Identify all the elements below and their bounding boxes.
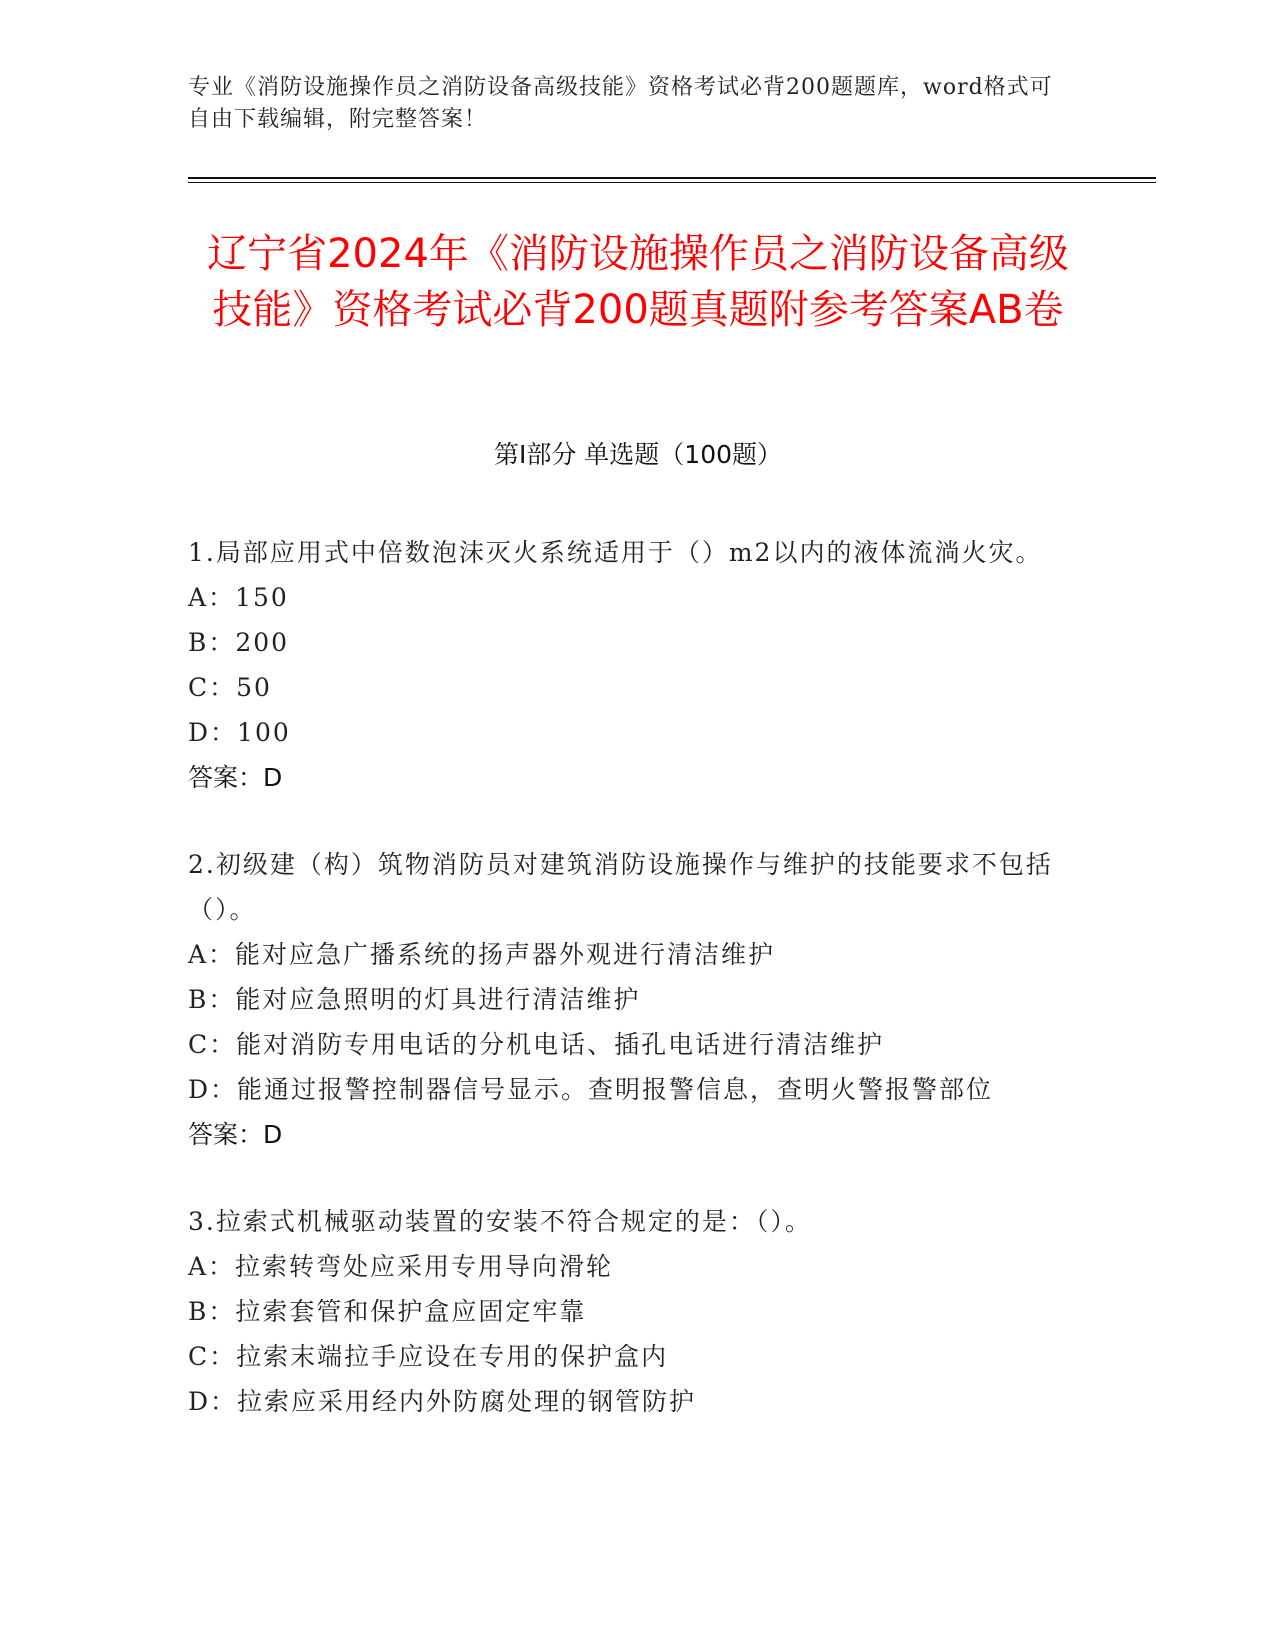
- option-a: A：能对应急广播系统的扬声器外观进行清洁维护: [188, 940, 776, 969]
- question-list: [188, 530, 1068, 1466]
- option-c: C：拉索末端拉手应设在专用的保护盒内: [188, 1342, 669, 1371]
- document-title: 辽宁省2024年《消防设施操作员之消防设备高级技能》资格考试必背200题真题附参考答案AB卷: [207, 231, 1069, 333]
- option-d: D：拉索应采用经内外防腐处理的钢管防护: [188, 1387, 697, 1416]
- option-b: B：能对应急照明的灯具进行清洁维护: [188, 985, 641, 1014]
- section-heading: 第Ⅰ部分 单选题（100题）: [493, 440, 783, 469]
- question-stem: 3.拉索式机械驱动装置的安装不符合规定的是：（）。: [188, 1207, 812, 1236]
- option-b: B：200: [188, 628, 290, 657]
- answer-line: 答案：D: [188, 1120, 283, 1149]
- option-a: A：拉索转弯处应采用专用导向滑轮: [188, 1252, 614, 1281]
- header-note: 专业《消防设施操作员之消防设备高级技能》资格考试必背200题题库，word格式可自由下载编辑，附完整答案！: [188, 75, 1053, 132]
- question-item: [188, 530, 1068, 800]
- option-b: B：拉索套管和保护盒应固定牢靠: [188, 1297, 587, 1326]
- question-item: [188, 842, 1068, 1157]
- question-item: [188, 1199, 1068, 1424]
- option-c: C：50: [188, 673, 272, 702]
- answer-line: 答案：D: [188, 763, 283, 792]
- header-rule-thick: [188, 177, 1156, 179]
- question-stem: 1.局部应用式中倍数泡沫灭火系统适用于（）m2以内的液体流淌火灾。: [188, 538, 1043, 567]
- option-d: D：能通过报警控制器信号显示。查明报警信息，查明火警报警部位: [188, 1075, 994, 1104]
- header-rule-thin: [188, 182, 1156, 183]
- option-a: A：150: [188, 583, 289, 612]
- question-stem: 2.初级建（构）筑物消防员对建筑消防设施操作与维护的技能要求不包括（）。: [188, 850, 1053, 924]
- option-c: C：能对消防专用电话的分机电话、插孔电话进行清洁维护: [188, 1030, 885, 1059]
- option-d: D：100: [188, 718, 291, 747]
